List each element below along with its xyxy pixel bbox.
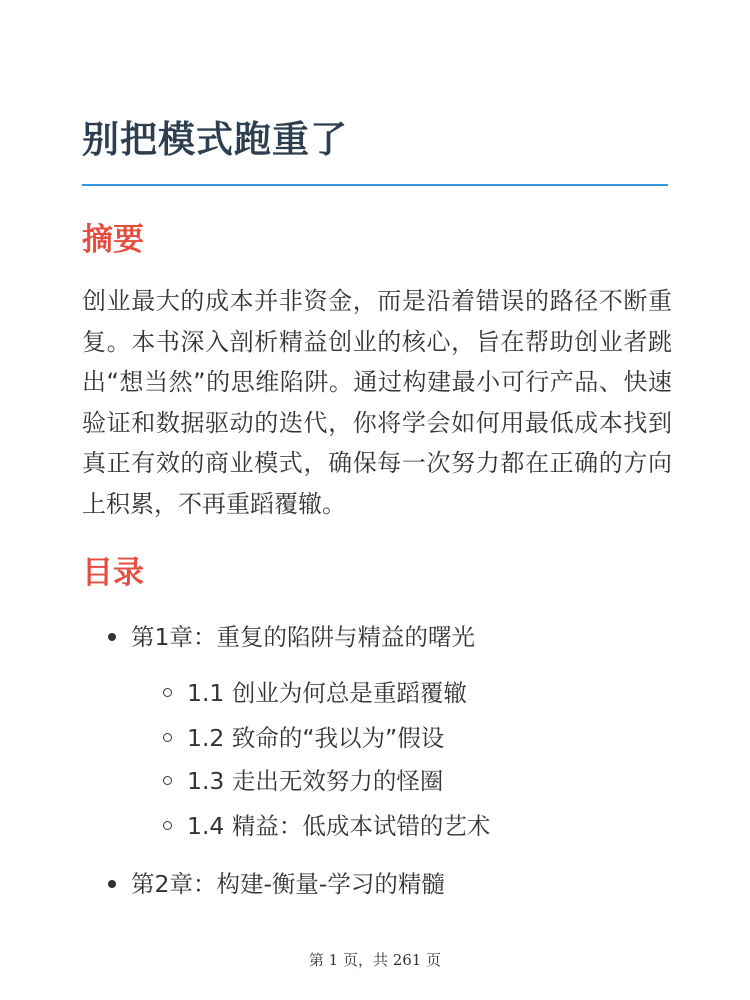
toc-chapter-label: 第2章：构建-衡量-学习的精髓 xyxy=(131,870,445,898)
toc-section-label: 1.4 精益：低成本试错的艺术 xyxy=(187,812,491,840)
toc-chapter-2 xyxy=(108,867,445,901)
bullet-circle-icon xyxy=(163,688,172,697)
toc-chapter-label: 第1章：重复的陷阱与精益的曙光 xyxy=(131,623,475,651)
page-footer: 第 1 页，共 261 页 xyxy=(308,951,442,969)
summary-heading: 摘要 xyxy=(82,222,144,258)
bullet-circle-icon xyxy=(163,776,172,785)
toc-chapter-1 xyxy=(108,620,475,654)
title-divider xyxy=(82,184,668,186)
toc-section-label: 1.1 创业为何总是重蹈覆辙 xyxy=(187,679,467,707)
bullet-circle-icon xyxy=(163,821,172,830)
toc-section-label: 1.3 走出无效努力的怪圈 xyxy=(187,767,444,795)
bullet-disc-icon xyxy=(108,880,116,888)
toc-section-1-2 xyxy=(163,721,444,755)
toc-section-1-4 xyxy=(163,809,490,843)
bullet-circle-icon xyxy=(163,733,172,742)
bullet-disc-icon xyxy=(108,633,116,641)
summary-paragraph: 创业最大的成本并非资金，而是沿着错误的路径不断重复。本书深入剖析精益创业的核心，旨在帮助创业者跳出“想当然”的思维陷阱。通过构建最小可行产品、快速验证和数据驱动的迭代，你将学会如何用最低成本找到真正有效的商业模式，确保每一次努力都在正确的方向上积累，不再重蹈覆辙。 xyxy=(82,287,672,518)
toc-section-1-1 xyxy=(163,676,467,710)
toc-section-1-3 xyxy=(163,764,443,798)
toc-section-label: 1.2 致命的“我以为”假设 xyxy=(187,724,445,752)
document-title: 别把模式跑重了 xyxy=(82,118,348,161)
toc-heading: 目录 xyxy=(82,555,144,591)
